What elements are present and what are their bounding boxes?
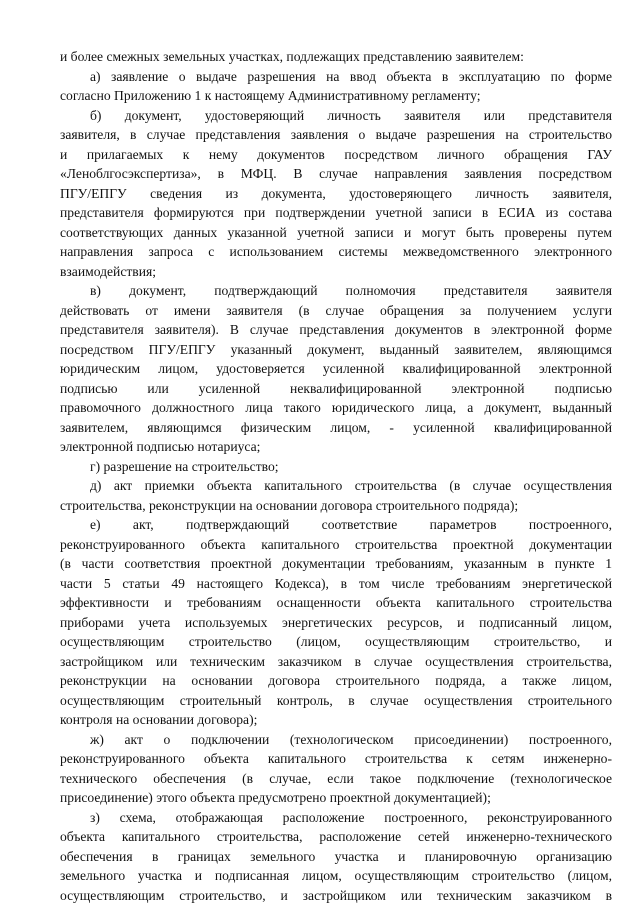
text-line: эффективности и требованиям оснащенности объекта капитального строительства: [60, 595, 612, 610]
text-line: реконструированного объекта капитального строительства проектной документации: [60, 536, 612, 552]
text-line: объекта капитального строительства, расположение сетей инженерно-технического: [60, 829, 612, 844]
text-line: з) схема, отображающая расположение построенного, реконструированного: [90, 809, 612, 825]
text-line: приборами учета используемых энергетических ресурсов, и подписанный лицом,: [60, 614, 612, 630]
text-line: обеспечения в границах земельного участка и планировочную организацию: [60, 848, 612, 864]
text-line: и прилагаемых к нему документов посредством личного обращения ГАУ: [60, 146, 612, 162]
text-line: е) акт, подтверждающий соответствие параметров построенного,: [90, 517, 612, 532]
text-line: и более смежных земельных участках, подлежащих представлению заявителем:: [60, 49, 524, 64]
text-line: г) разрешение на строительство;: [90, 458, 279, 474]
text-line: реконструкции на основании договора строительного подряда, а также лицом,: [60, 673, 612, 688]
text-line: юридическим лицом, удостоверяется усиленной квалифицированной электронной: [60, 361, 612, 376]
text-line: в) документ, подтверждающий полномочия представителя заявителя: [90, 283, 612, 298]
text-line: (в части соответствия проектной документации требованиям, указанным в пункте 1: [60, 556, 612, 571]
text-line: заявителя, в случае представления заявления о выдаче разрешения на строительство: [60, 127, 612, 142]
text-line: земельного участка и подписанная лицом, осуществляющим строительство (лицом,: [60, 868, 612, 883]
text-line: направления запроса с использованием системы межведомственного электронного: [60, 244, 612, 259]
text-line: технического обеспечения (в случае, если такое подключение (технологическое: [60, 770, 612, 786]
document-page: [60, 47, 612, 905]
text-line: «Леноблгосэкспертиза», в МФЦ. В случае направления заявления посредством: [60, 166, 612, 181]
text-line: реконструированного объекта капитального строительства к сетям инженерно-: [60, 751, 612, 766]
text-line: осуществляющим строительство, и застройщиком или техническим заказчиком в: [60, 887, 612, 903]
text-line: представителя заявителя). В случае представления документов в электронной форме: [60, 322, 612, 337]
document-text: [60, 47, 612, 905]
text-line: д) акт приемки объекта капитального строительства (в случае осуществления: [90, 478, 612, 493]
text-line: осуществляющим строительство (лицом, осуществляющим строительство, и: [60, 634, 612, 649]
text-line: согласно Приложению 1 к настоящему Административному регламенту;: [60, 88, 481, 103]
text-line: б) документ, удостоверяющий личность заявителя или представителя: [90, 107, 612, 123]
text-line: правомочного должностного лица такого юридического лица, а документ, выданный: [60, 400, 612, 415]
text-line: ж) акт о подключении (технологическом присоединении) построенного,: [90, 731, 612, 747]
text-line: действовать от имени заявителя (в случае обращения за получением услуги: [60, 302, 612, 318]
text-line: подписью или усиленной неквалифицированной электронной подписью: [60, 380, 612, 396]
text-line: электронной подписью нотариуса;: [60, 439, 261, 454]
text-line: соответствующих данных указанной учетной записи и могут быть проверены путем: [60, 224, 612, 240]
text-line: посредством ПГУ/ЕПГУ указанный документ, выданный заявителем, являющимся: [60, 341, 612, 357]
text-line: а) заявление о выдаче разрешения на ввод объекта в эксплуатацию по форме: [90, 68, 612, 84]
text-line: взаимодействия;: [60, 263, 157, 279]
text-line: части 5 статьи 49 настоящего Кодекса), в том числе требованиям энергетической: [60, 575, 612, 591]
text-line: присоединение) этого объекта предусмотрено проектной документацией);: [60, 790, 491, 805]
text-line: заявителем, являющимся физическим лицом, - усиленной квалифицированной: [60, 419, 612, 435]
text-line: ПГУ/ЕПГУ сведения из документа, удостоверяющего личность заявителя,: [60, 185, 612, 201]
text-line: представителя формируются при подтверждении учетной записи в ЕСИА из состава: [60, 205, 612, 220]
text-line: контроля на основании договора);: [60, 712, 258, 727]
text-line: строительства, реконструкции на основании договора строительного подряда);: [60, 497, 519, 513]
text-line: застройщиком или техническим заказчиком в случае осуществления строительства,: [60, 653, 612, 669]
text-line: осуществляющим строительный контроль, в случае осуществления строительного: [60, 692, 612, 708]
